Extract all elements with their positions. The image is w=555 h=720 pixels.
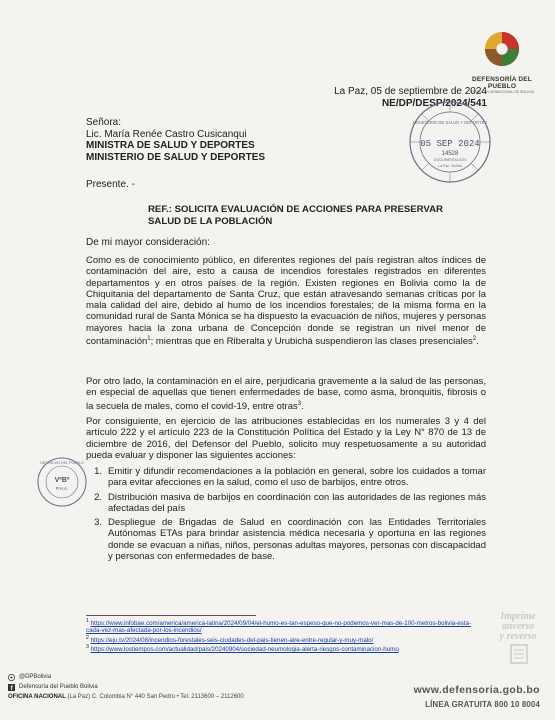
stamp-ministry: MINISTERIO DE SALUD Y DEPORTES [412,120,488,125]
office-detail: (La Paz) C. Colombia N° 440 San Pedro • Tel. 2113600 – 2112600 [67,694,244,700]
list-item [86,517,486,562]
logo-emblem-icon [483,30,521,68]
twitter-handle[interactable] [8,672,548,682]
addressee-name: Lic. María Renée Castro Cusicanqui [86,128,247,140]
footnote-2 [86,635,478,644]
addressee-ministry: MINISTERIO DE SALUD Y DEPORTES [86,151,266,163]
subject-line-2: SALUD DE LA POBLACIÓN [148,215,273,227]
free-phone-line: LÍNEA GRATUITA 800 10 8004 [425,700,540,709]
paragraph-1-text-a: Como es de conocimiento público, en diferentes regiones del país registran altos índices de contaminación del aire, esto a causa de incendios forestales registrados en diferentes departamentos y en otros países de la región. Existen regiones en Bolivia como la de Chiquitania del departamento de Santa Cruz, que están atravesando semanas críticas por la mala calidad del aire, debido al humo de los incendios forestales; de la misma forma en la comunidad rural de Santa Mónica se ha dispuesto la evacuación de niños, mujeres y personas mayores hacia la zona urbana de Concepción donde se registran un nivel menor de contaminación [86,255,486,348]
list-item-number: 1. [94,466,102,477]
paragraph-2-text-b: . [301,400,304,412]
list-item-text: Emitir y difundir recomendaciones a la población en general, sobre los cuidados a tomar para evitar afecciones en la salud, como el uso de barbijos, entre otros. [108,466,486,489]
paragraph-2 [86,376,486,412]
list-item-number: 3. [94,517,102,529]
footnote-number: 2 [86,634,89,641]
approval-initials: P.H.A. [55,486,69,491]
subject-line-1: REF.: SOLICITA EVALUACIÓN DE ACCIONES PARA PRESERVAR [148,204,443,215]
twitter-icon [8,674,15,681]
paragraph-1 [86,255,486,348]
list-item-text: Despliegue de Brigadas de Salud en coordinación con las Entidades Territoriales Autónomas ETAs para brindar asistencia médica necesaria y oportuna en las regiones donde se evacuan a niñas, niños, personas adultas mayores, personas con discapacidad y personas con enfermedades de base. [108,517,486,563]
logo-name: DEFENSORÍA DEL PUEBLO [472,76,532,90]
facebook-icon [8,684,15,691]
footnote-mark-3: 3 [297,400,302,407]
svg-text:f: f [10,684,13,691]
stamp-label: DOCUMENTACIÓN [434,158,466,162]
footnotes [86,618,478,654]
reception-stamp [408,100,492,184]
website-link[interactable]: www.defensoria.gob.bo [413,684,540,696]
watermark-line-3: y reverso [499,631,537,642]
paragraph-1-text-c: . [476,336,479,348]
footnote-1 [86,618,478,635]
presente-line: Presente. - [86,179,135,190]
actions-list [86,466,486,565]
watermark-line-1: Imprime [500,611,536,622]
list-item [86,466,486,489]
list-item-number: 2. [94,491,102,503]
letter-date: La Paz, 05 de septiembre de 2024 [334,86,487,97]
stamp-date: 05 SEP 2024 [420,139,480,149]
footnote-mark-1: 1 [147,336,151,343]
footnote-link-2[interactable]: https://eju.tv/2024/08/incendios-forestales-seis-ciudades-del-pais-tienen-aire-entre-regular-y-muy-malo/ [90,636,374,644]
paragraph-2-text-a: Por otro lado, la contaminación en el aire, perjudicaria gravemente a la salud de las personas, en especial de aquellas que tienen enfermedades de base, como asma, bronquitis, fibrosis o la secuela de males, como el covid-19, entre otras [86,376,486,412]
reference-number: NE/DP/DESP/2024/541 [381,98,487,109]
addressee-title: MINISTRA DE SALUD Y DEPORTES [86,140,255,151]
approval-stamp-ring: DESPACHO DEL PUEBLO [40,461,84,465]
facebook-text: Defensoría del Pueblo Bolivia [19,684,98,690]
list-item [86,492,486,515]
approval-vobo: VºBº [54,477,70,484]
stamp-number: 14528 [441,151,459,157]
footnote-3 [86,644,478,653]
footnote-number: 1 [86,618,89,624]
recycle-icon [508,642,530,666]
print-watermark [488,612,548,642]
footnote-divider [86,615,256,616]
logo-subtitle: ESTADO PLURINACIONAL DE BOLIVIA [470,90,534,94]
paragraph-1-text-b: ; mientras que en Riberalta y Urubichá suspendieron las clases presenciales [150,336,473,348]
footnote-number: 3 [86,644,89,651]
paragraph-3: Por consiguiente, en ejercicio de las atribuciones establecidas en los numerales 3 y 4 del artículo 222 y el artículo 223 de la Constitución Política del Estado y la Ley N° 870 de 13 de diciembre de 2016, del Defensor del Pueblo, solicito muy respetuosamente a su autoridad pueda evaluar y disponer las siguientes acciones: [86,416,486,461]
stamp-place: La Paz - Bolivia [438,164,462,168]
subject-reference [148,204,478,227]
institution-logo [462,30,542,94]
watermark-line-2: anverso [501,621,535,632]
approval-stamp [36,456,88,508]
office-label: OFICINA NACIONAL [8,694,66,700]
greeting: De mi mayor consideración: [86,237,210,248]
addressee-block [86,117,265,163]
list-item-text: Distribución masiva de barbijos en coordinación con las autoridades de las regiones más afectadas del país [108,491,486,514]
footnote-mark-2: 2 [472,336,477,343]
footnote-link-3[interactable]: https://www.lostiempos.com/actualidad/pais/20240904/sociedad-neumologia-alerta-riesgos-contaminacion-humo [90,646,399,654]
footnote-link-1[interactable]: https://www.infobae.com/america/america-latina/2024/09/04/el-humo-es-tan-espeso-que-no-podemos-ver-mas-de-100-metros-bolivia-esta-cada-vez-mas-afectada-por-los-incendios/ [86,620,471,635]
salutation: Señora: [86,117,122,128]
twitter-text: @DPBolivia [19,674,52,680]
